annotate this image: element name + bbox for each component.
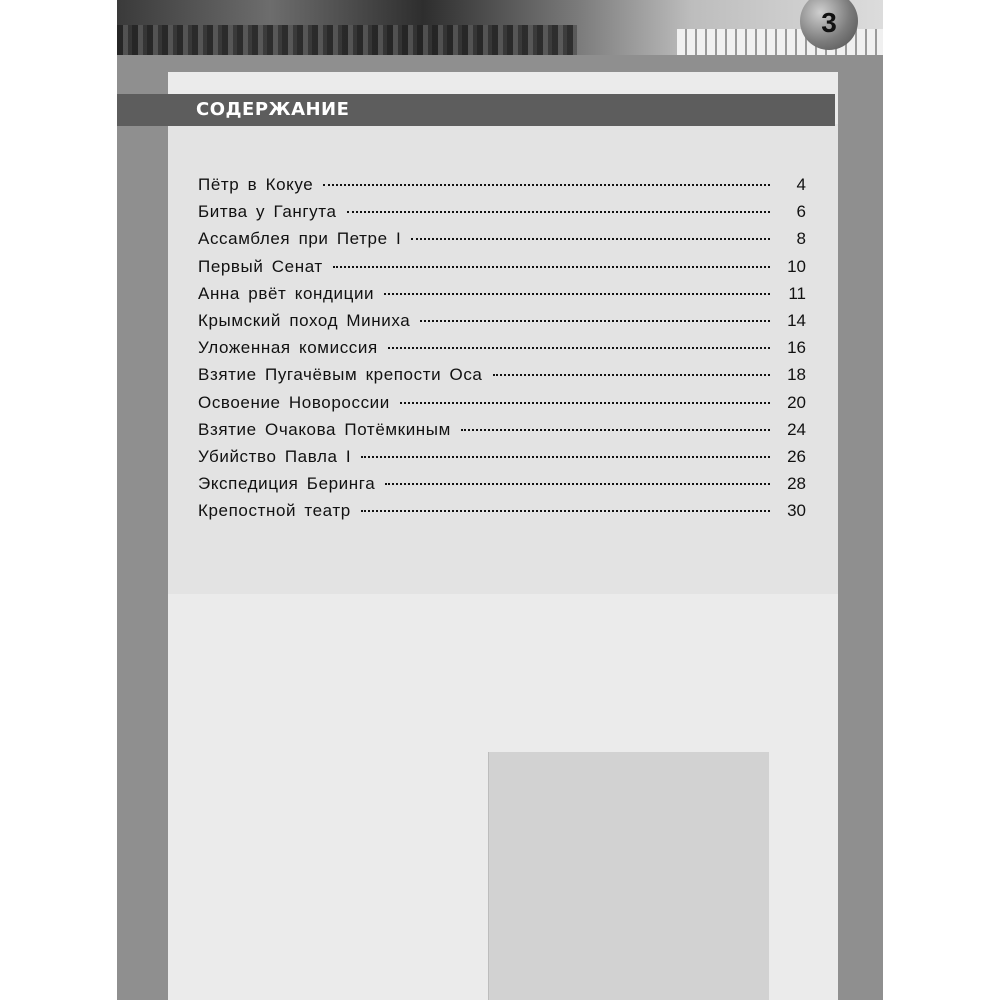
dot-leader [493,374,771,376]
toc-entry[interactable] [198,365,806,392]
toc-entry-page: 24 [787,419,806,439]
table-of-contents [198,175,806,528]
toc-entry-title: Взятие Очакова Потёмкиным [198,419,451,439]
page-number-badge: 3 [800,0,858,50]
dot-leader [461,429,770,431]
toc-entry-page: 4 [796,175,806,194]
dot-leader [420,320,770,322]
dot-leader [400,402,770,404]
toc-entry-title: Ассамблея при Петре I [198,229,402,249]
dot-leader [361,456,770,458]
toc-entry[interactable] [198,257,806,284]
toc-entry-page: 20 [787,392,806,412]
toc-entry[interactable] [198,202,806,229]
toc-entry[interactable] [198,338,806,365]
page-title: СОДЕРЖАНИЕ [196,99,350,120]
toc-entry-page: 6 [796,202,806,222]
dot-leader [361,510,770,512]
toc-entry-title: Убийство Павла I [198,446,352,466]
toc-entry-page: 14 [787,310,806,330]
dot-leader [388,347,770,349]
faded-background-photo [488,752,769,1000]
toc-entry[interactable] [198,284,806,311]
toc-entry[interactable] [198,229,806,256]
toc-entry[interactable] [198,447,806,474]
dot-leader [333,266,770,268]
toc-entry-title: Битва у Гангута [198,202,337,222]
toc-entry-title: Крымский поход Миниха [198,310,411,330]
toc-entry-page: 30 [787,501,806,521]
toc-entry[interactable] [198,393,806,420]
dot-leader [384,293,770,295]
header-photo-banner [117,0,883,55]
toc-entry-title: Первый Сенат [198,256,323,276]
toc-entry-title: Освоение Новороссии [198,392,390,412]
toc-entry-page: 28 [787,474,806,494]
dot-leader [323,184,770,186]
toc-entry[interactable] [198,420,806,447]
toc-entry-title: Анна рвёт кондиции [198,283,375,303]
dot-leader [385,483,770,485]
toc-entry-title: Взятие Пугачёвым крепости Оса [198,365,483,385]
toc-entry-page: 18 [787,365,806,385]
toc-entry-title: Уложенная комиссия [198,338,378,358]
dot-leader [347,211,770,213]
toc-entry-title: Пётр в Кокуе [198,175,314,194]
toc-entry-page: 16 [787,338,806,358]
toc-entry-title: Экспедиция Беринга [198,474,376,494]
toc-entry-title: Крепостной театр [198,501,351,521]
toc-entry-page: 10 [787,256,806,276]
toc-entry-page: 8 [796,229,806,249]
toc-entry-page: 26 [787,446,806,466]
toc-entry-page: 11 [788,283,806,303]
crowd-illustration [117,25,577,55]
toc-entry[interactable] [198,175,806,202]
dot-leader [411,238,770,240]
toc-entry[interactable] [198,311,806,338]
toc-entry[interactable] [198,474,806,501]
toc-entry[interactable] [198,501,806,528]
